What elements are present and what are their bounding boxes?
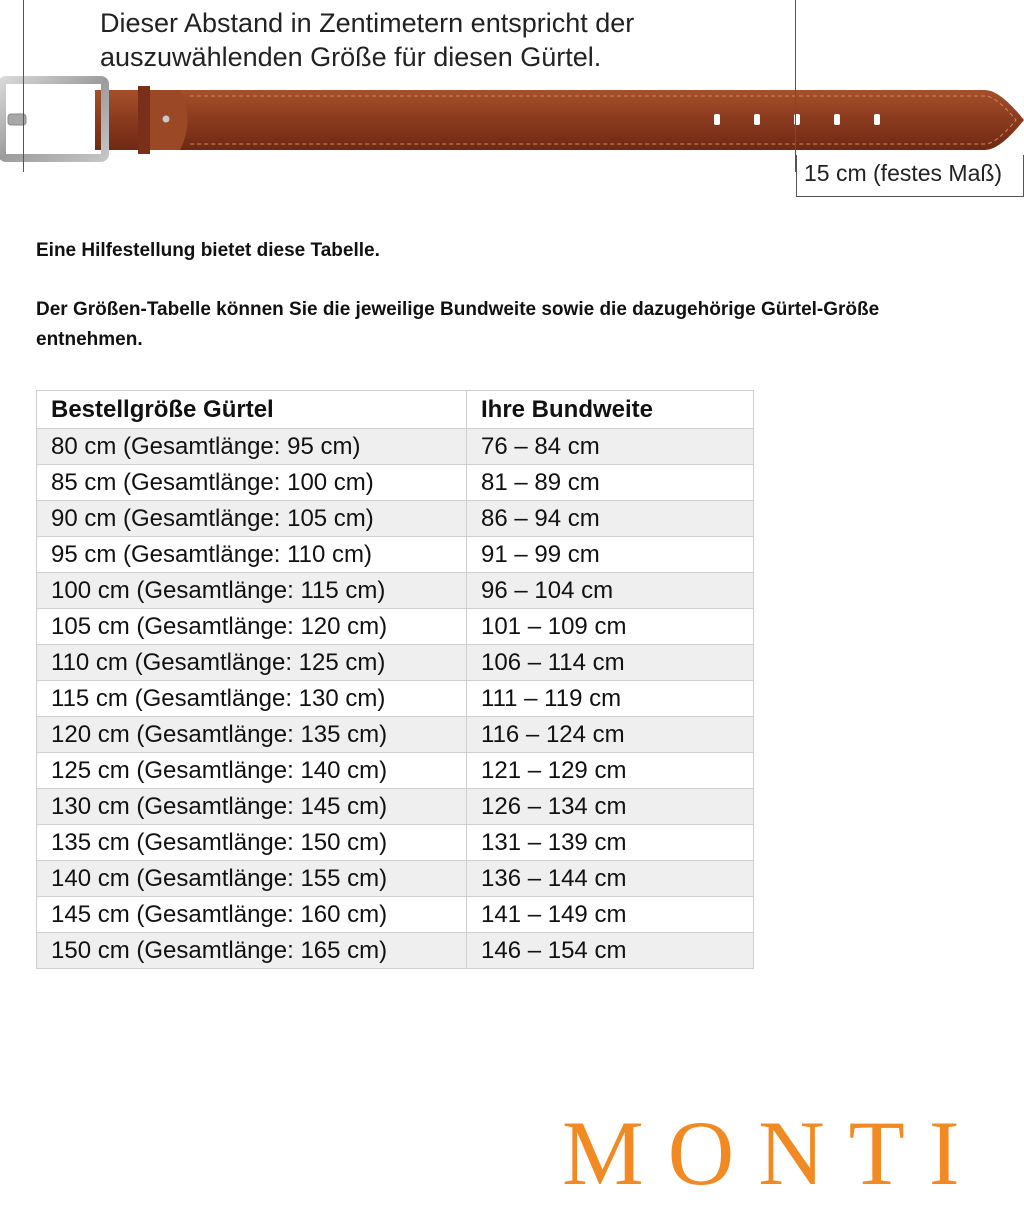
intro-line-table: Der Größen-Tabelle können Sie die jeweilige Bundweite sowie die dazugehörige Gürtel-Größe entnehmen. (36, 299, 880, 350)
order-size-cell: 115 cm (Gesamtlänge: 130 cm) (37, 681, 467, 717)
waist-cell: 116 – 124 cm (467, 717, 754, 753)
order-size-cell: 145 cm (Gesamtlänge: 160 cm) (37, 897, 467, 933)
waist-cell: 76 – 84 cm (467, 429, 754, 465)
order-size-cell: 125 cm (Gesamtlänge: 140 cm) (37, 753, 467, 789)
order-size-cell: 135 cm (Gesamtlänge: 150 cm) (37, 825, 467, 861)
waist-cell: 136 – 144 cm (467, 861, 754, 897)
table-row (37, 429, 754, 465)
waist-cell: 111 – 119 cm (467, 681, 754, 717)
order-size-cell: 110 cm (Gesamtlänge: 125 cm) (37, 645, 467, 681)
table-row (37, 573, 754, 609)
waist-cell: 121 – 129 cm (467, 753, 754, 789)
waist-cell: 101 – 109 cm (467, 609, 754, 645)
waist-cell: 81 – 89 cm (467, 465, 754, 501)
waist-cell: 131 – 139 cm (467, 825, 754, 861)
order-size-cell: 90 cm (Gesamtlänge: 105 cm) (37, 501, 467, 537)
table-row (37, 501, 754, 537)
order-size-cell: 100 cm (Gesamtlänge: 115 cm) (37, 573, 467, 609)
waist-cell: 96 – 104 cm (467, 573, 754, 609)
table-row (37, 537, 754, 573)
size-table (36, 390, 754, 969)
table-row (37, 933, 754, 969)
belt-illustration (0, 0, 1024, 200)
column-header-waist: Ihre Bundweite (467, 391, 754, 429)
column-header-order-size: Bestellgröße Gürtel (37, 391, 467, 429)
order-size-cell: 80 cm (Gesamtlänge: 95 cm) (37, 429, 467, 465)
waist-cell: 91 – 99 cm (467, 537, 754, 573)
table-row (37, 789, 754, 825)
fixed-length-note: 15 cm (festes Maß) (804, 160, 1003, 186)
intro-text (36, 236, 986, 384)
table-row (37, 681, 754, 717)
order-size-cell: 150 cm (Gesamtlänge: 165 cm) (37, 933, 467, 969)
order-size-cell: 95 cm (Gesamtlänge: 110 cm) (37, 537, 467, 573)
size-distance-note: Dieser Abstand in Zentimetern entspricht der auszuwählenden Größe für diesen Gürtel. (100, 8, 635, 72)
table-header-row (37, 391, 754, 429)
table-row (37, 897, 754, 933)
waist-cell: 146 – 154 cm (467, 933, 754, 969)
waist-cell: 141 – 149 cm (467, 897, 754, 933)
waist-cell: 86 – 94 cm (467, 501, 754, 537)
table-row (37, 645, 754, 681)
waist-cell: 126 – 134 cm (467, 789, 754, 825)
belt-hole (834, 114, 840, 125)
waist-cell: 106 – 114 cm (467, 645, 754, 681)
table-row (37, 465, 754, 501)
order-size-cell: 140 cm (Gesamtlänge: 155 cm) (37, 861, 467, 897)
table-row (37, 861, 754, 897)
intro-line-help: Eine Hilfestellung bietet diese Tabelle. (36, 240, 380, 261)
order-size-cell: 130 cm (Gesamtlänge: 145 cm) (37, 789, 467, 825)
order-size-cell: 120 cm (Gesamtlänge: 135 cm) (37, 717, 467, 753)
table-row (37, 609, 754, 645)
order-size-cell: 85 cm (Gesamtlänge: 100 cm) (37, 465, 467, 501)
table-row (37, 753, 754, 789)
table-row (37, 825, 754, 861)
order-size-cell: 105 cm (Gesamtlänge: 120 cm) (37, 609, 467, 645)
table-row (37, 717, 754, 753)
monti-logo: MONTI (562, 1102, 984, 1204)
belt-hole (874, 114, 880, 125)
